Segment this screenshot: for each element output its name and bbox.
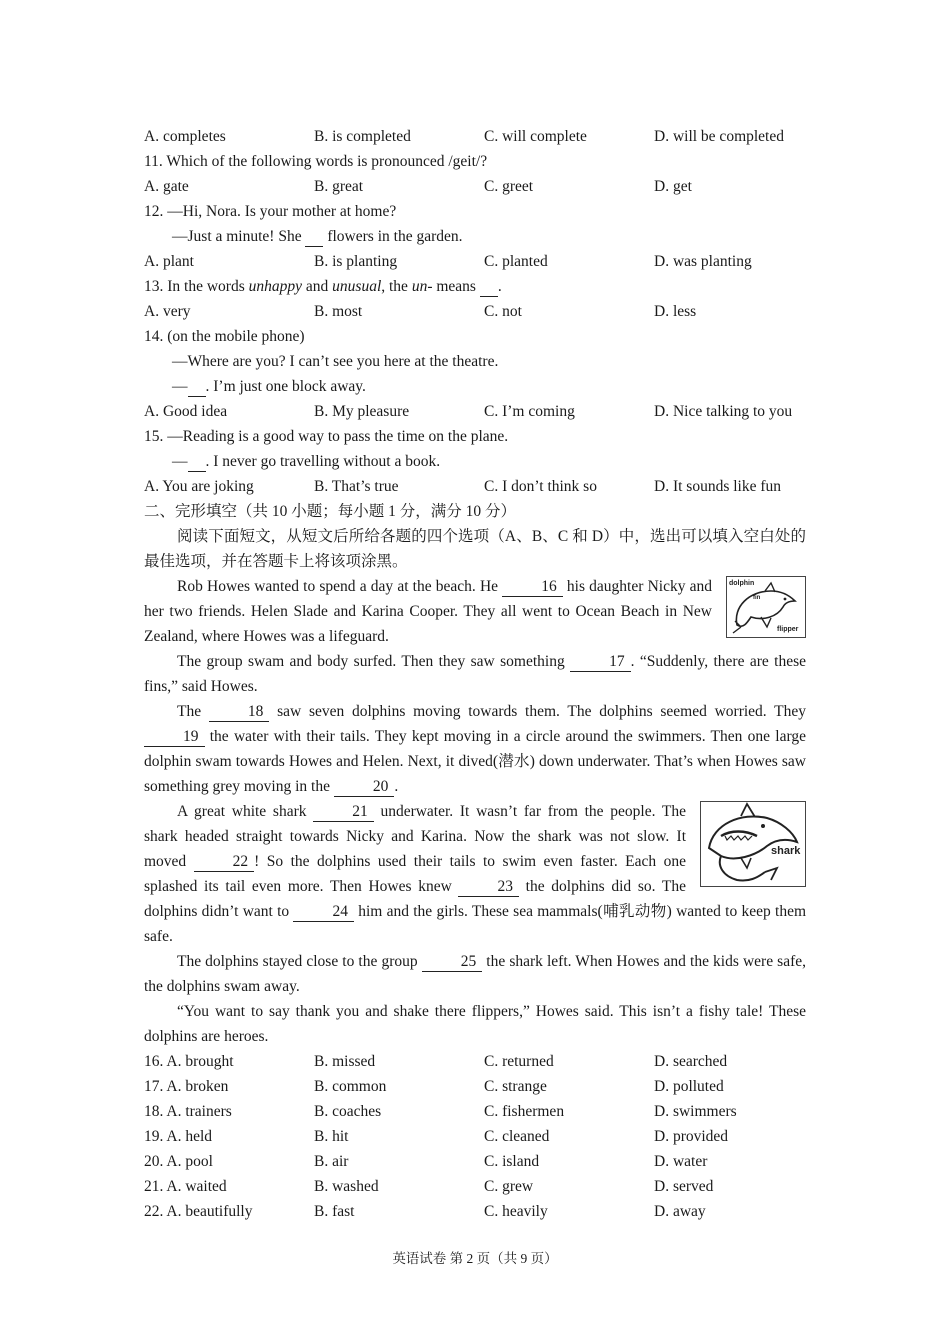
passage-text: A great white shark	[177, 803, 314, 820]
passage-text: Rob Howes wanted to spend a day at the beach. He	[177, 578, 503, 595]
choice-c: C. heavily	[484, 1203, 548, 1220]
choice-a: 21. A. waited	[144, 1178, 227, 1195]
passage-text: the shark left. When Howes and the kids were safe, the dolphins swam away.	[144, 953, 806, 995]
blank-24: 24	[293, 902, 354, 922]
q15-dialogue	[144, 449, 806, 474]
q12-dialogue	[144, 224, 806, 249]
fin-label: fin	[753, 595, 761, 601]
answer-blank	[480, 277, 498, 297]
q15-option-c: C. I don’t think so	[484, 478, 597, 495]
q15-dash: —	[172, 453, 188, 470]
choice-b: B. hit	[314, 1128, 349, 1145]
choice-row-20	[144, 1149, 806, 1174]
choice-row-19	[144, 1124, 806, 1149]
q12-option-d: D. was planting	[654, 253, 752, 270]
passage-text: The dolphins stayed close to the group	[177, 953, 422, 970]
blank-16: 16	[502, 577, 563, 597]
q14-dash: —	[172, 378, 188, 395]
q14-stem: 14. (on the mobile phone)	[144, 328, 305, 345]
choice-b: B. common	[314, 1078, 387, 1095]
choice-b: B. washed	[314, 1178, 379, 1195]
choice-a: 18. A. trainers	[144, 1103, 232, 1120]
passage-paragraph-3	[144, 699, 806, 799]
passage-paragraph-1	[144, 574, 806, 649]
q15-option-a: A. You are joking	[144, 478, 254, 495]
choice-c: C. returned	[484, 1053, 554, 1070]
passage-paragraph-4	[144, 799, 806, 949]
blank-25: 25	[422, 952, 483, 972]
blank-17: 17	[570, 652, 631, 672]
section-2-instruction: 阅读下面短文，从短文后所给各题的四个选项（A、B、C 和 D）中，选出可以填入空白处的最佳选项，并在答题卡上将该项涂黑。	[144, 528, 806, 570]
q15-options	[144, 474, 806, 499]
q15-option-b: B. That’s true	[314, 478, 399, 495]
blank-23: 23	[458, 877, 519, 897]
answer-blank	[305, 227, 323, 247]
q13-word-unhappy: unhappy	[248, 278, 303, 295]
choice-d: D. searched	[654, 1053, 728, 1070]
choice-row-17	[144, 1074, 806, 1099]
page-content	[144, 124, 806, 1224]
q11-options	[144, 174, 806, 199]
q11-option-a: A. gate	[144, 178, 189, 195]
q14-option-d: D. Nice talking to you	[654, 403, 793, 420]
passage-text: . “Suddenly, there are these fins,” said Howes.	[144, 653, 806, 695]
choice-b: B. fast	[314, 1203, 355, 1220]
q15-text: . I never go travelling without a book.	[205, 453, 441, 470]
q13-option-d: D. less	[654, 303, 697, 320]
q13-options	[144, 299, 806, 324]
q10-option-a: A. completes	[144, 128, 226, 145]
choice-c: C. cleaned	[484, 1128, 550, 1145]
choice-a: 17. A. broken	[144, 1078, 229, 1095]
choice-d: D. served	[654, 1178, 714, 1195]
q12-option-c: C. planted	[484, 253, 548, 270]
choice-d: D. swimmers	[654, 1103, 737, 1120]
q13-text: and	[302, 278, 333, 295]
q12-option-a: A. plant	[144, 253, 194, 270]
q14-text: . I’m just one block away.	[205, 378, 366, 395]
passage-text: underwater. It wasn’t far from the people. The shark headed straight towards Nicky and Karina. Now the shark was not slow. It moved	[144, 803, 686, 870]
passage-text: his daughter Nicky and her two friends. Helen Slade and Karina Cooper. They all went to Ocean Beach in New Zealand, where Howes was a lifeguard.	[144, 578, 712, 645]
q11-stem: 11. Which of the following words is pronounced /geit/?	[144, 153, 488, 170]
choice-d: D. polluted	[654, 1078, 724, 1095]
choice-b: B. missed	[314, 1053, 376, 1070]
q13-prefix-un: un-	[411, 278, 433, 295]
q14-option-b: B. My pleasure	[314, 403, 410, 420]
passage-text: the dolphins did so. The dolphins didn’t want to	[144, 878, 686, 920]
passage-paragraph-5	[144, 949, 806, 999]
q10-option-c: C. will complete	[484, 128, 587, 145]
passage-paragraph-2	[144, 649, 806, 699]
blank-20: 20	[334, 777, 395, 797]
q12-option-b: B. is planting	[314, 253, 398, 270]
q14-dialogue-2	[144, 374, 806, 399]
q14-option-c: C. I’m coming	[484, 403, 575, 420]
choice-b: B. coaches	[314, 1103, 382, 1120]
q14-option-a: A. Good idea	[144, 403, 228, 420]
q14-options	[144, 399, 806, 424]
q11-option-b: B. great	[314, 178, 364, 195]
passage-paragraph-6: “You want to say thank you and shake there flippers,” Howes said. This isn’t a fishy tale! These dolphins are heroes.	[144, 1003, 806, 1045]
choice-row-18	[144, 1099, 806, 1124]
q12-stem: 12. —Hi, Nora. Is your mother at home?	[144, 203, 397, 220]
choice-a: 22. A. beautifully	[144, 1203, 253, 1220]
q13-word-unusual: unusual	[332, 278, 382, 295]
choice-c: C. fishermen	[484, 1103, 565, 1120]
passage-text: saw seven dolphins moving towards them. The dolphins seemed worried. They	[269, 703, 806, 720]
passage-text: The	[177, 703, 209, 720]
q10-option-b: B. is completed	[314, 128, 411, 145]
choice-row-21	[144, 1174, 806, 1199]
choice-a: 19. A. held	[144, 1128, 213, 1145]
choice-a: 20. A. pool	[144, 1153, 213, 1170]
q13-stem	[144, 274, 806, 299]
choice-a: 16. A. brought	[144, 1053, 234, 1070]
dolphin-figure	[726, 576, 806, 638]
q15-option-d: D. It sounds like fun	[654, 478, 782, 495]
passage-text: him and the girls. These sea mammals(哺乳动物) wanted to keep them safe.	[144, 903, 807, 945]
choice-c: C. strange	[484, 1078, 547, 1095]
dolphin-label: dolphin	[729, 580, 755, 587]
choice-row-16	[144, 1049, 806, 1074]
q13-option-c: C. not	[484, 303, 522, 320]
section-2-title: 二、完形填空（共 10 小题；每小题 1 分，满分 10 分）	[144, 503, 517, 520]
choice-c: C. grew	[484, 1178, 534, 1195]
dolphin-icon	[727, 577, 805, 637]
q12-options	[144, 249, 806, 274]
answer-blank	[188, 452, 206, 472]
choice-d: D. away	[654, 1203, 706, 1220]
q12-text-b: flowers in the garden.	[323, 228, 463, 245]
q12-text-a: —Just a minute! She	[172, 228, 306, 245]
blank-22: 22	[194, 852, 255, 872]
q10-options	[144, 124, 806, 149]
q11-option-c: C. greet	[484, 178, 534, 195]
passage-text: the water with their tails. They kept moving in a circle around the swimmers. Then one large dolphin swam towards Howes and Helen. Next, it dived(潜水) down underwater. That’s when Howes saw something grey moving in the	[144, 728, 806, 795]
blank-19: 19	[144, 727, 205, 747]
choice-row-22	[144, 1199, 806, 1224]
q14-dialogue-1: —Where are you? I can’t see you here at the theatre.	[172, 353, 499, 370]
q13-text: 13. In the words	[144, 278, 249, 295]
flipper-label: flipper	[777, 626, 799, 633]
shark-figure	[700, 801, 806, 887]
q11-option-d: D. get	[654, 178, 692, 195]
shark-icon	[701, 802, 805, 886]
q13-text: means	[432, 278, 480, 295]
choice-d: D. provided	[654, 1128, 729, 1145]
q15-stem: 15. —Reading is a good way to pass the time on the plane.	[144, 428, 509, 445]
blank-21: 21	[313, 802, 374, 822]
choice-b: B. air	[314, 1153, 349, 1170]
q10-option-d: D. will be completed	[654, 128, 784, 145]
choice-d: D. water	[654, 1153, 708, 1170]
page-footer: 英语试卷 第 2 页（共 9 页）	[392, 1251, 558, 1266]
passage-text: .	[394, 778, 399, 795]
q13-text: , the	[381, 278, 412, 295]
answer-blank	[188, 377, 206, 397]
q13-text: .	[497, 278, 502, 295]
shark-label: shark	[771, 845, 801, 857]
q13-option-b: B. most	[314, 303, 363, 320]
passage-text: The group swam and body surfed. Then they saw something	[177, 653, 571, 670]
passage-text: ! So the dolphins used their tails to swim even faster. Each one splashed its tail even more. Then Howes knew	[144, 853, 686, 895]
blank-18: 18	[209, 702, 270, 722]
choice-c: C. island	[484, 1153, 540, 1170]
q13-option-a: A. very	[144, 303, 191, 320]
